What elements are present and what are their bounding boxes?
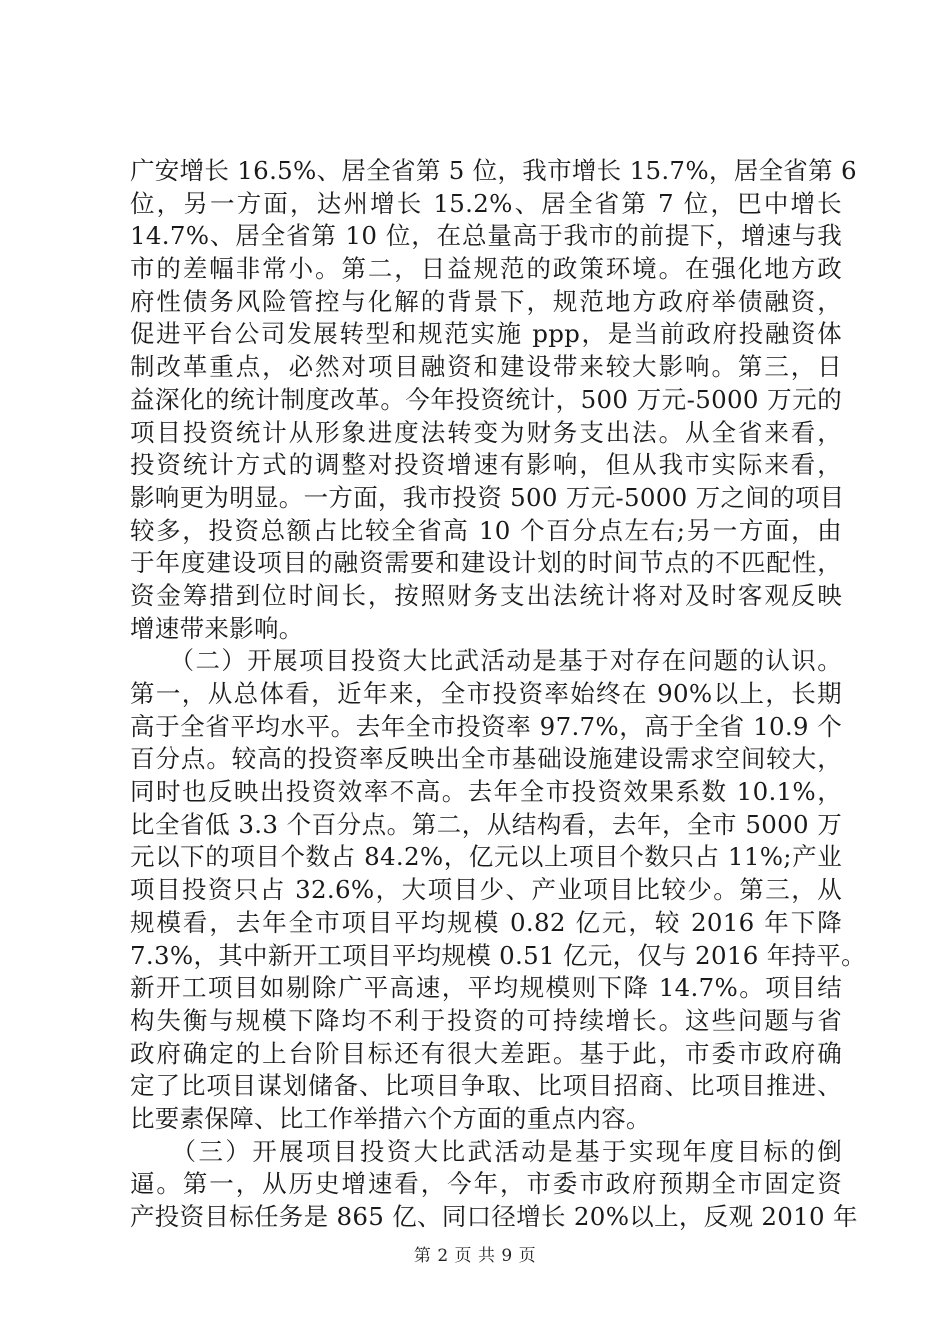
- text-line: 同时也反映出投资效率不高。去年全市投资效果系数 10.1%，: [130, 777, 842, 807]
- text-line: 政府确定的上台阶目标还有很大差距。基于此，市委市政府确: [130, 1038, 842, 1068]
- text-line: 府性债务风险管控与化解的背景下，规范地方政府举债融资，: [130, 286, 842, 316]
- text-line: 逼。第一，从历史增速看，今年，市委市政府预期全市固定资: [130, 1169, 842, 1199]
- text-line: 益深化的统计制度改革。今年投资统计，500 万元-5000 万元的: [130, 384, 842, 414]
- text-line: 高于全省平均水平。去年全市投资率 97.7%，高于全省 10.9 个: [130, 711, 842, 741]
- text-line: 构失衡与规模下降均不利于投资的可持续增长。这些问题与省: [130, 1005, 842, 1035]
- text-line: 产投资目标任务是 865 亿、同口径增长 20%以上，反观 2010 年: [130, 1202, 858, 1231]
- text-line: 广安增长 16.5%、居全省第 5 位，我市增长 15.7%，居全省第 6: [130, 156, 857, 185]
- text-line: 项目投资统计从形象进度法转变为财务支出法。从全省来看，: [130, 417, 842, 447]
- text-line: 定了比项目谋划储备、比项目争取、比项目招商、比项目推进、: [130, 1071, 842, 1101]
- text-line: 于年度建设项目的融资需要和建设计划的时间节点的不匹配性，: [130, 548, 842, 578]
- text-line: 市的差幅非常小。第二，日益规范的政策环境。在强化地方政: [130, 254, 842, 284]
- text-line: 规模看，去年全市项目平均规模 0.82 亿元，较 2016 年下降: [130, 907, 842, 937]
- text-line: 制改革重点，必然对项目融资和建设带来较大影响。第三，日: [130, 352, 842, 382]
- text-line: 14.7%、居全省第 10 位，在总量高于我市的前提下，增速与我: [130, 221, 842, 251]
- paragraph-end-line: 比要素保障、比工作举措六个方面的重点内容。: [130, 1103, 651, 1133]
- text-line: 第一，从总体看，近年来，全市投资率始终在 90%以上，长期: [130, 679, 842, 708]
- text-line: 较多，投资总额占比较全省高 10 个百分点左右;另一方面，由: [130, 515, 842, 545]
- text-line: 元以下的项目个数占 84.2%，亿元以上项目个数只占 11%;产业: [130, 842, 842, 872]
- page-number-footer: 第 2 页 共 9 页: [413, 1246, 537, 1266]
- text-line: 7.3%，其中新开工项目平均规模 0.51 亿元，仅与 2016 年持平。: [130, 940, 866, 970]
- paragraph-start-line: （二）开展项目投资大比武活动是基于对存在问题的认识。: [130, 646, 842, 676]
- paragraph-start-line: （三）开展项目投资大比武活动是基于实现年度目标的倒: [130, 1136, 842, 1166]
- text-line: 影响更为明显。一方面，我市投资 500 万元-5000 万之间的项目: [130, 482, 845, 512]
- text-line: 新开工项目如剔除广平高速，平均规模则下降 14.7%。项目结: [130, 973, 842, 1003]
- paragraph-end-line: 增速带来影响。: [130, 613, 304, 643]
- document-body: [130, 155, 866, 1234]
- text-line: 投资统计方式的调整对投资增速有影响，但从我市实际来看，: [130, 450, 842, 480]
- text-line: 位，另一方面，达州增长 15.2%、居全省第 7 位，巴中增长: [130, 188, 842, 218]
- text-line: 比全省低 3.3 个百分点。第二，从结构看，去年，全市 5000 万: [130, 809, 842, 839]
- text-line: 促进平台公司发展转型和规范实施 ppp，是当前政府投融资体: [130, 319, 842, 349]
- text-line: 项目投资只占 32.6%，大项目少、产业项目比较少。第三，从: [130, 875, 842, 905]
- text-line: 资金筹措到位时间长，按照财务支出法统计将对及时客观反映: [130, 580, 842, 610]
- text-line: 百分点。较高的投资率反映出全市基础设施建设需求空间较大，: [130, 744, 842, 774]
